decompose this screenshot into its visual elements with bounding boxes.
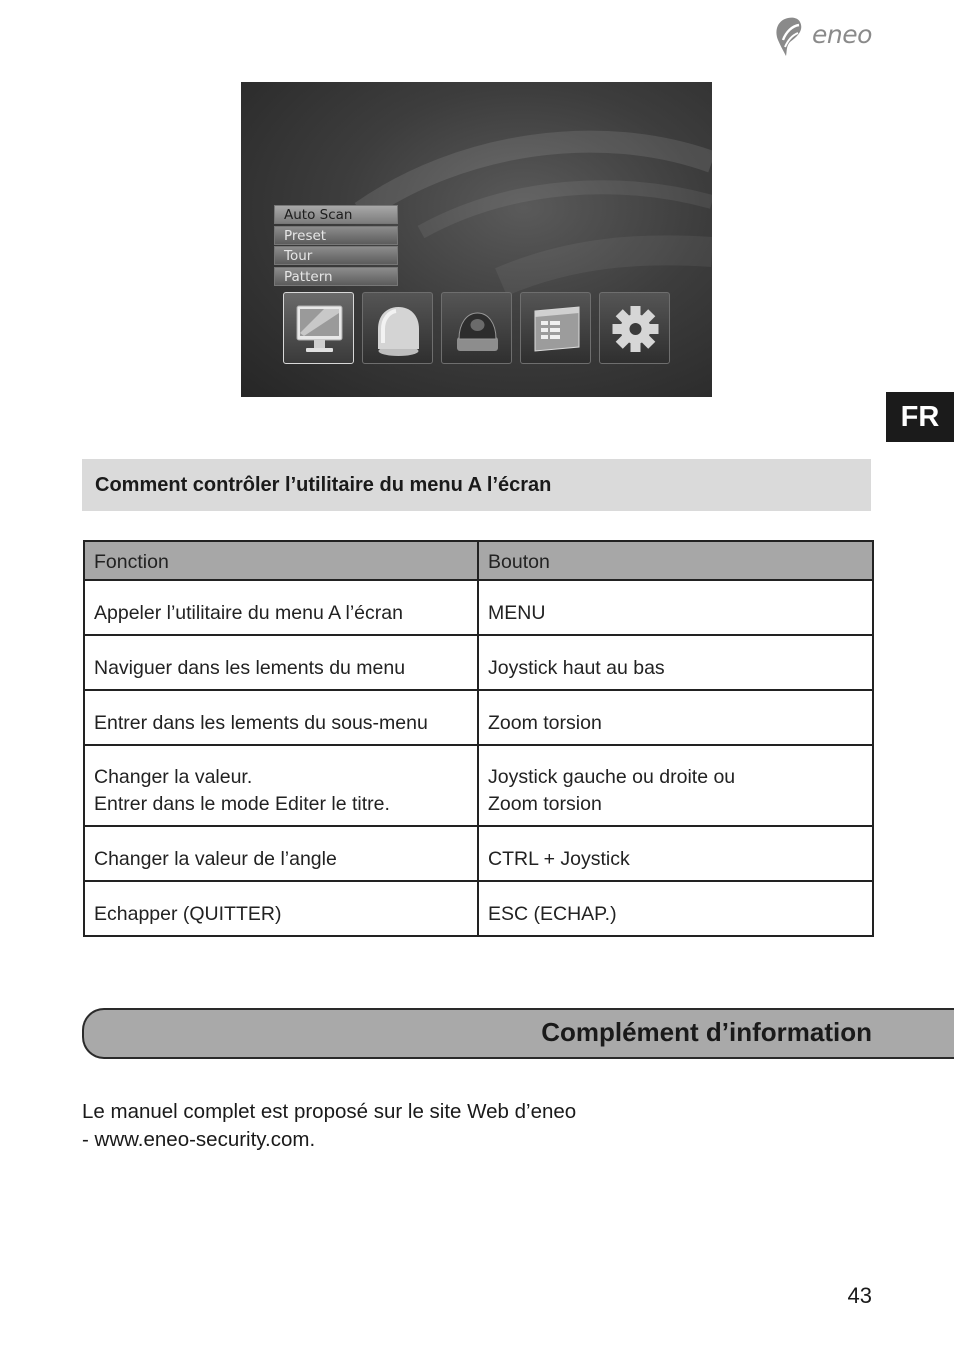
osd-menu-item-preset[interactable]: Preset xyxy=(274,226,398,245)
table-header-row xyxy=(84,541,873,580)
info-website: - www.eneo-security.com. xyxy=(82,1128,316,1151)
page-number: 43 xyxy=(847,1283,872,1308)
osd-icon-settings[interactable] xyxy=(599,292,670,364)
osd-menu-item-auto-scan[interactable]: Auto Scan xyxy=(274,205,398,224)
window-list-icon xyxy=(521,293,592,365)
osd-menu-item-pattern[interactable]: Pattern xyxy=(274,267,398,286)
cell-bouton: CTRL + Joystick xyxy=(478,826,873,881)
cell-line: Zoom torsion xyxy=(488,793,602,815)
cell-fonction: Naviguer dans les lements du menu xyxy=(84,635,478,690)
cell-fonction: Entrer dans les lements du sous-menu xyxy=(84,690,478,745)
info-line: Le manuel complet est proposé sur le site Web d’eneo xyxy=(82,1100,577,1123)
brand-logo-text: eneo xyxy=(812,20,872,49)
cell-bouton: MENU xyxy=(478,580,873,635)
column-header-fonction: Fonction xyxy=(84,541,478,580)
cell-bouton: Joystick haut au bas xyxy=(478,635,873,690)
cell-bouton: ESC (ECHAP.) xyxy=(478,881,873,936)
cell-bouton xyxy=(478,745,873,826)
cell-line: Changer la valeur. xyxy=(94,766,253,788)
table-row xyxy=(84,826,873,881)
function-table xyxy=(83,540,874,937)
cell-line: Joystick gauche ou droite ou xyxy=(488,766,736,788)
osd-icon-speed-dome[interactable] xyxy=(362,292,433,364)
osd-icon-dome-camera[interactable] xyxy=(441,292,512,364)
cell-bouton: Zoom torsion xyxy=(478,690,873,745)
table-row xyxy=(84,745,873,826)
monitor-icon xyxy=(284,293,355,365)
cell-fonction: Changer la valeur de l’angle xyxy=(84,826,478,881)
section-title: Comment contrôler l’utilitaire du menu A l’écran xyxy=(82,459,871,511)
osd-icon-window-list[interactable] xyxy=(520,292,591,364)
speed-dome-icon xyxy=(363,293,434,365)
osd-icon-display[interactable] xyxy=(283,292,354,364)
table-row xyxy=(84,690,873,745)
cell-fonction xyxy=(84,745,478,826)
column-header-bouton: Bouton xyxy=(478,541,873,580)
dome-camera-icon xyxy=(442,293,513,365)
gear-icon xyxy=(600,293,671,365)
osd-menu xyxy=(274,205,398,287)
cell-fonction: Echapper (QUITTER) xyxy=(84,881,478,936)
table-row xyxy=(84,580,873,635)
table-row xyxy=(84,881,873,936)
table-row xyxy=(84,635,873,690)
cell-fonction: Appeler l’utilitaire du menu A l’écran xyxy=(84,580,478,635)
osd-screenshot xyxy=(241,82,712,397)
osd-menu-item-tour[interactable]: Tour xyxy=(274,246,398,265)
info-section-title: Complément d’information xyxy=(541,1017,872,1047)
cell-line: Entrer dans le mode Editer le titre. xyxy=(94,793,390,815)
info-paragraph xyxy=(82,1098,576,1154)
language-tab: FR xyxy=(886,392,954,442)
